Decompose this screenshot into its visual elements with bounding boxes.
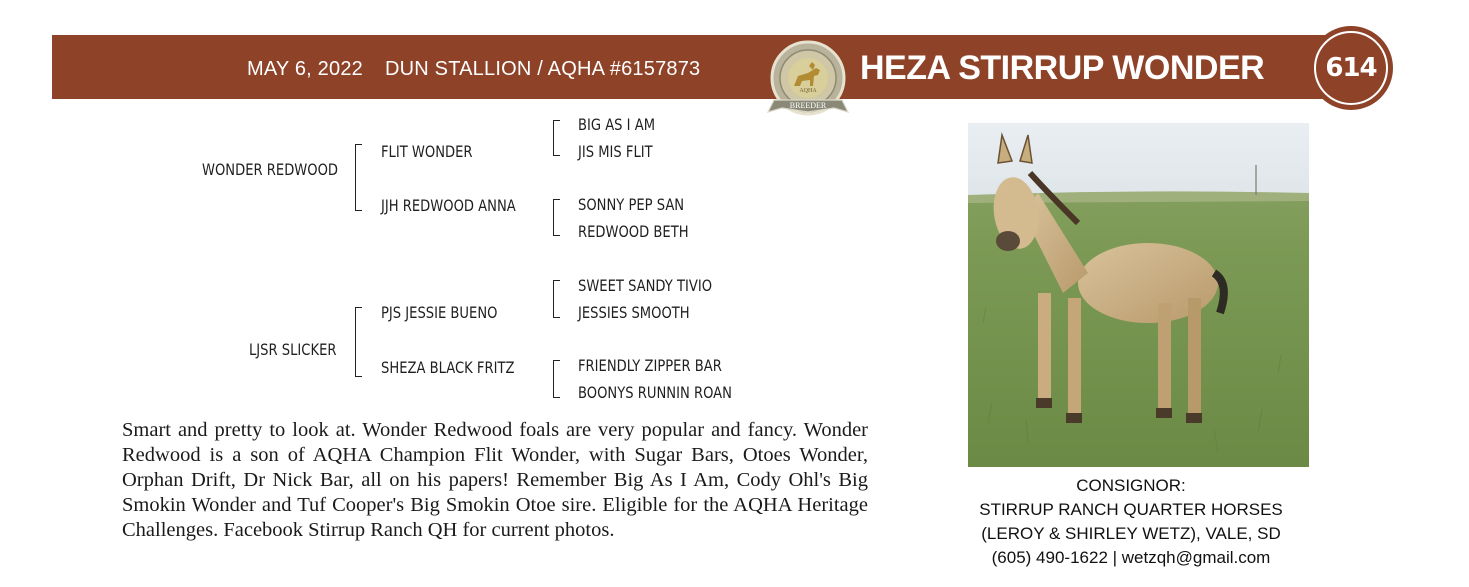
horse-name: HEZA STIRRUP WONDER xyxy=(860,49,1265,87)
pedigree-sire-sire: FLIT WONDER xyxy=(381,142,473,161)
sale-date: MAY 6, 2022 xyxy=(247,58,363,80)
bracket xyxy=(553,360,560,398)
consignor-block xyxy=(955,474,1307,570)
bracket xyxy=(553,120,560,156)
pedigree-dam-dam-sire: FRIENDLY ZIPPER BAR xyxy=(578,356,722,375)
pedigree-dam-sire-sire: SWEET SANDY TIVIO xyxy=(578,276,713,295)
pedigree-sire-dam: JJH REDWOOD ANNA xyxy=(381,196,516,215)
bracket xyxy=(553,199,560,236)
consignor-contact: (605) 490-1622 | wetzqh@gmail.com xyxy=(991,548,1271,567)
foal-photo xyxy=(968,123,1309,467)
pedigree-dam-sire-dam: JESSIES SMOOTH xyxy=(578,303,690,322)
bracket xyxy=(355,307,362,377)
pedigree-sire-dam-dam: REDWOOD BETH xyxy=(578,222,689,241)
lot-number: 614 xyxy=(1316,33,1386,103)
pedigree-sire: WONDER REDWOOD xyxy=(202,160,339,179)
pedigree-dam-dam-dam: BOONYS RUNNIN ROAN xyxy=(578,383,732,402)
consignor-owners: (LEROY & SHIRLEY WETZ), VALE, SD xyxy=(981,524,1281,543)
pedigree-sire-sire-dam: JIS MIS FLIT xyxy=(578,142,653,161)
pedigree-sire-dam-sire: SONNY PEP SAN xyxy=(578,195,685,214)
bracket xyxy=(553,280,560,318)
header-info xyxy=(247,35,700,99)
svg-text:AQHA: AQHA xyxy=(799,88,817,94)
consignor-heading: CONSIGNOR: xyxy=(1076,476,1186,495)
pedigree-dam-sire: PJS JESSIE BUENO xyxy=(381,303,498,322)
pedigree-sire-sire-sire: BIG AS I AM xyxy=(578,115,656,134)
horse-description-text: Smart and pretty to look at. Wonder Redwood foals are very popular and fancy. Wonder Redwood is a son of AQHA Champion Flit Wonder, with Sugar Bars, Otoes Wonder, Orphan Drift, Dr Nick Bar, all on his papers! Remember Big As I Am, Cody Ohl's Big Smokin Wonder and Tuf Cooper's Big Smokin Otoe sire. Eligible for the AQHA Heritage Challenges. Facebook Stirrup Ranch QH for current photos. xyxy=(122,419,868,541)
consignor-name: STIRRUP RANCH QUARTER HORSES xyxy=(979,500,1283,519)
pedigree-dam-dam: SHEZA BLACK FRITZ xyxy=(381,358,515,377)
bracket xyxy=(355,144,362,211)
pedigree-dam: LJSR SLICKER xyxy=(249,340,337,359)
seal-label: BREEDER xyxy=(789,101,827,110)
horse-description: DUN STALLION / AQHA #6157873 xyxy=(384,58,701,80)
breeder-seal-icon xyxy=(764,40,852,126)
